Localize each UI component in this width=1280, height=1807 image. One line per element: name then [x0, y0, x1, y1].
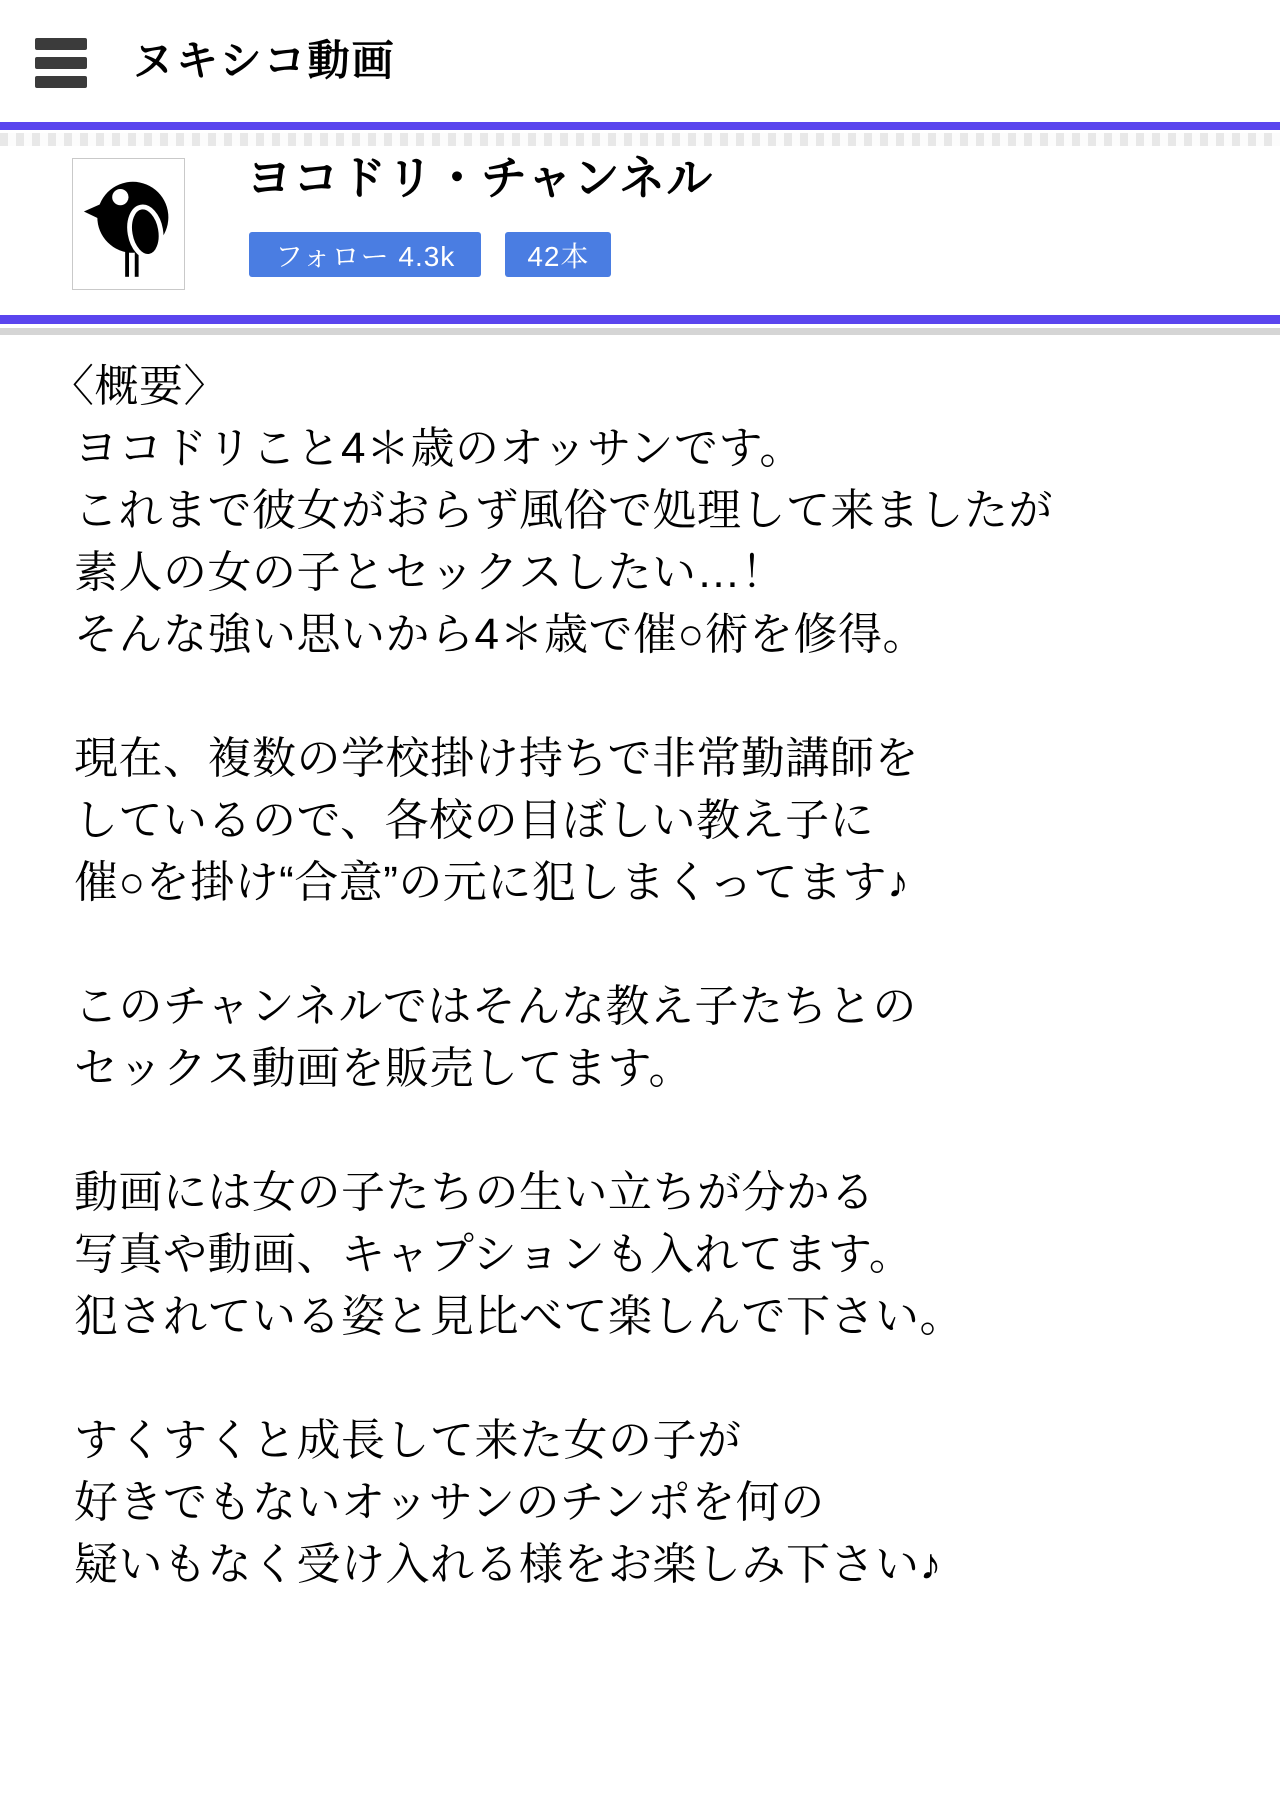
description-heading: 〈概要〉 [50, 362, 228, 411]
description-line: 催○を掛け“合意”の元に犯しまくってます♪ [74, 858, 910, 907]
hamburger-menu-button[interactable] [35, 38, 87, 88]
description-line: 動画には女の子たちの生い立ちが分かる [74, 1168, 875, 1217]
badge-row [249, 232, 611, 277]
description-line: 現在、複数の学校掛け持ちで非常勤講師を [74, 734, 920, 783]
description-line: ヨコドリこと4＊歳のオッサンです。 [74, 424, 804, 473]
description-line: セックス動画を販売してます。 [74, 1044, 694, 1093]
video-count-badge: 42本 [505, 232, 611, 277]
bird-icon [81, 166, 177, 282]
description-line: しているので、各校の目ぼしい教え子に [74, 796, 875, 845]
description-line: このチャンネルではそんな教え子たちとの [74, 982, 917, 1031]
description-line: 犯されている姿と見比べて楽しんで下さい。 [74, 1292, 964, 1341]
app-header [0, 0, 1280, 122]
description-line: 写真や動画、キャプションも入れてます。 [74, 1230, 914, 1279]
app-title: ヌキシコ動画 [132, 37, 396, 84]
description-line: すくすくと成長して来た女の子が [74, 1416, 742, 1465]
follow-badge[interactable]: フォロー 4.3k [249, 232, 481, 277]
channel-name: ヨコドリ・チャンネル [246, 152, 714, 204]
description-line [0, 909, 1280, 971]
gray-divider [0, 328, 1280, 335]
description-line: 疑いもなく受け入れる様をお楽しみ下さい♪ [74, 1540, 942, 1589]
description-line: 素人の女の子とセックスしたい…！ [74, 548, 786, 597]
description-line: そんな強い思いから4＊歳で催○術を修得。 [74, 610, 928, 659]
description-line [0, 1343, 1280, 1405]
description-line [0, 1095, 1280, 1157]
channel-avatar[interactable] [72, 158, 185, 290]
accent-divider-bottom [0, 315, 1280, 324]
checker-strip [0, 133, 1280, 146]
hamburger-icon [35, 38, 87, 50]
description-line [0, 661, 1280, 723]
channel-description [0, 351, 1280, 1591]
accent-divider-top [0, 122, 1280, 130]
description-line: 好きでもないオッサンのチンポを何の [74, 1478, 825, 1527]
description-line: これまで彼女がおらず風俗で処理して来ましたが [74, 486, 1053, 535]
